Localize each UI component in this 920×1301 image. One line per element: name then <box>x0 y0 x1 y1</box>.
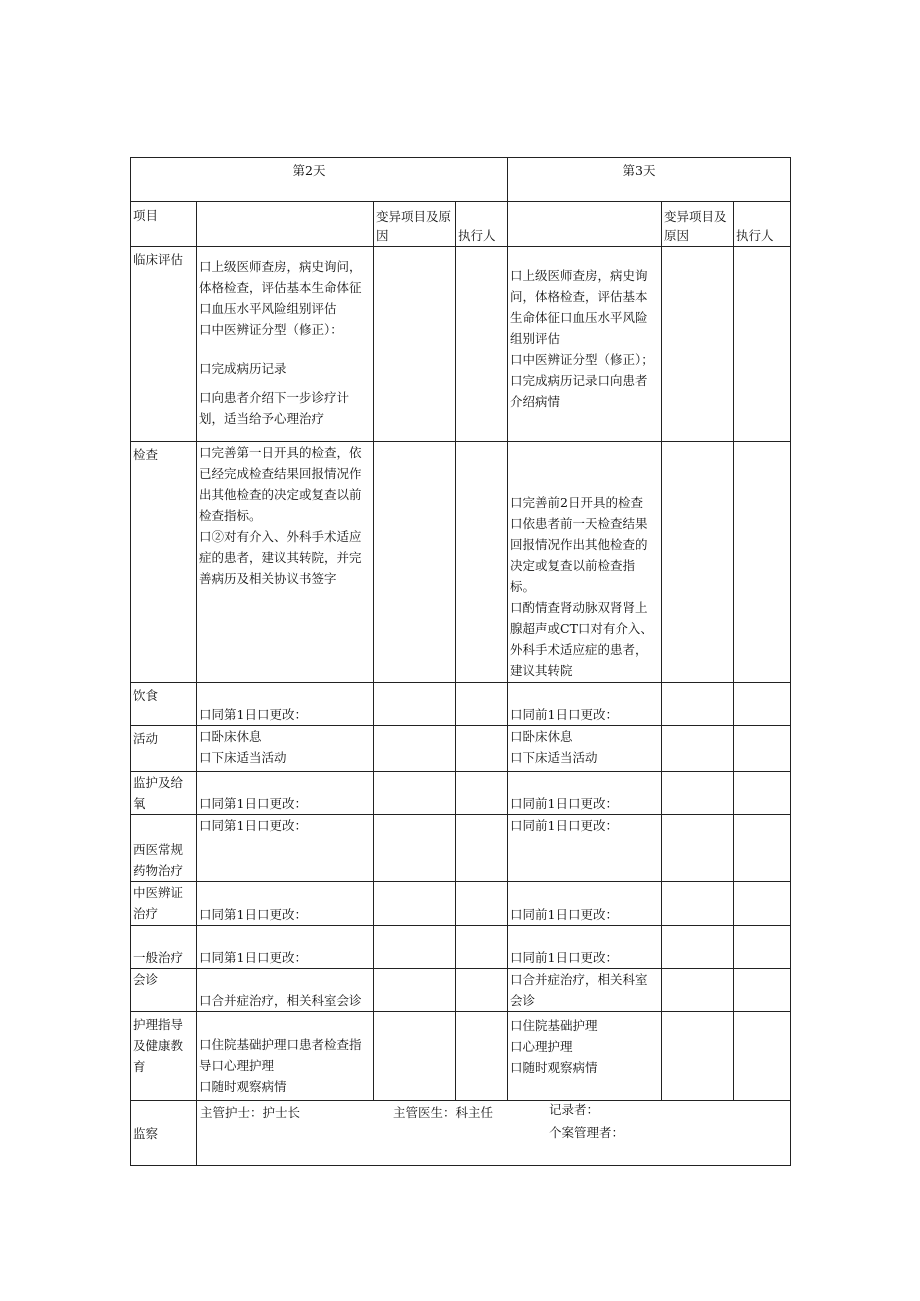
row-label: 监察 <box>131 1101 197 1166</box>
day3-executor <box>734 815 791 882</box>
row-label: 中医辨证治疗 <box>131 882 197 926</box>
signature-block <box>197 1101 790 1165</box>
day3-content: 口合并症治疗，相关科室会诊 <box>508 969 662 1012</box>
day3-executor <box>734 969 791 1012</box>
row-label: 活动 <box>131 726 197 772</box>
day3-variance <box>662 1012 734 1101</box>
table-row-tcm-treatment <box>131 882 791 926</box>
day2-variance <box>374 969 456 1012</box>
day2-content: 口同第1日口更改： <box>197 926 374 969</box>
day3-variance <box>662 772 734 815</box>
day3-content <box>508 442 662 683</box>
day3-executor-header: 执行人 <box>734 202 791 247</box>
day3-executor <box>734 726 791 772</box>
day2-content <box>197 247 374 442</box>
list-item: 口住院基础护理 <box>510 1018 598 1033</box>
list-item: 口中医辨证分型（修正）： <box>199 322 343 337</box>
row-label: 护理指导及健康教育 <box>131 1012 197 1101</box>
list-item: 口卧床休息 <box>510 729 573 744</box>
pathway-table <box>130 157 791 1166</box>
day2-variance <box>374 882 456 926</box>
list-item: 口住院基础护理口患者检查指导口心理护理 <box>199 1037 362 1073</box>
day3-content: 口同前1日口更改： <box>508 772 662 815</box>
day3-variance <box>662 815 734 882</box>
day3-variance <box>662 726 734 772</box>
day2-content: 口同第1日口更改： <box>197 683 374 726</box>
day2-variance-header: 变异项目及原因 <box>374 202 456 247</box>
day2-executor <box>456 882 508 926</box>
day2-content <box>197 442 374 683</box>
day2-executor <box>456 247 508 442</box>
list-item: 口②对有介入、外科手术适应症的患者，建议其转院，并完善病历及相关协议书签字 <box>199 529 362 586</box>
list-item: 口心理护理 <box>510 1039 573 1054</box>
day3-content: 口同前1日口更改： <box>508 926 662 969</box>
day2-executor <box>456 772 508 815</box>
list-item: 口完善前2日开具的检查 <box>510 495 643 510</box>
list-item: 口酌情查肾动脉双肾肾上腺超声或CT口对有介入、外科手术适应症的患者，建议其转院 <box>510 600 653 678</box>
day3-executor <box>734 683 791 726</box>
day2-executor <box>456 926 508 969</box>
day2-variance <box>374 772 456 815</box>
day2-executor <box>456 969 508 1012</box>
list-item: 口中医辨证分型（修正）； <box>510 352 654 367</box>
day2-content: 口同第1日口更改： <box>197 772 374 815</box>
day2-header: 第2天 <box>131 158 508 202</box>
day3-variance <box>662 442 734 683</box>
day2-content-header <box>197 202 374 247</box>
day2-content <box>197 726 374 772</box>
list-item: 口下床适当活动 <box>510 750 598 765</box>
day2-variance <box>374 683 456 726</box>
day3-content <box>508 247 662 442</box>
day3-content: 口同前1日口更改： <box>508 683 662 726</box>
day2-executor <box>456 726 508 772</box>
row-label: 西医常规药物治疗 <box>131 815 197 882</box>
row-label: 会诊 <box>131 969 197 1012</box>
case-manager: 个案管理者： <box>549 1125 625 1140</box>
table-row-western-medication <box>131 815 791 882</box>
day2-executor <box>456 442 508 683</box>
list-item: 口卧床休息 <box>199 729 262 744</box>
recorder: 记录者： <box>549 1102 600 1117</box>
day2-executor <box>456 683 508 726</box>
day2-variance <box>374 1012 456 1101</box>
table-row-examination <box>131 442 791 683</box>
day3-variance-header: 变异项目及原因 <box>662 202 734 247</box>
day3-content <box>508 1012 662 1101</box>
table-row-nursing-guidance <box>131 1012 791 1101</box>
day3-variance <box>662 247 734 442</box>
list-item: 口上级医师查房，病史询问，体格检查，评估基本生命体征口血压水平风险组别评估 <box>510 268 648 346</box>
row-label: 检查 <box>131 442 197 683</box>
day3-content-header <box>508 202 662 247</box>
list-item: 口完成病历记录 <box>199 361 287 376</box>
day2-content <box>197 1012 374 1101</box>
day3-executor <box>734 772 791 815</box>
list-item: 口血压水平风险组别评估 <box>199 301 337 316</box>
monitor-signatures <box>197 1101 791 1166</box>
item-header: 项目 <box>131 202 197 247</box>
day3-variance <box>662 683 734 726</box>
day3-executor <box>734 926 791 969</box>
day-header-row <box>131 158 791 202</box>
list-item: 口下床适当活动 <box>199 750 287 765</box>
table-row-monitoring-oxygen <box>131 772 791 815</box>
day3-executor <box>734 442 791 683</box>
row-label: 临床评估 <box>131 247 197 442</box>
table-row-monitor <box>131 1101 791 1166</box>
list-item: 口完成病历记录口向患者介绍病情 <box>510 373 648 409</box>
column-header-row <box>131 202 791 247</box>
list-item: 口随时观察病情 <box>510 1060 598 1075</box>
day2-variance <box>374 726 456 772</box>
list-item: 口依患者前一天检查结果回报情况作出其他检查的决定或复查以前检查指标。 <box>510 516 648 594</box>
day3-executor <box>734 247 791 442</box>
day3-content: 口同前1日口更改： <box>508 882 662 926</box>
doctor-in-charge: 主管医生：科主任 <box>393 1105 494 1120</box>
clinical-pathway-form <box>130 157 790 1166</box>
list-item: 口完善第一日开具的检查，依已经完成检查结果回报情况作出其他检查的决定或复查以前检查指标。 <box>199 445 362 523</box>
table-row-consultation <box>131 969 791 1012</box>
table-row-clinical-assessment <box>131 247 791 442</box>
day3-executor <box>734 882 791 926</box>
nurse-in-charge: 主管护士：护士长 <box>200 1105 301 1120</box>
day2-content: 口同第1日口更改： <box>197 882 374 926</box>
list-item: 口上级医师查房，病史询问，体格检查，评估基本生命体征 <box>199 259 362 295</box>
day2-variance <box>374 815 456 882</box>
day3-executor <box>734 1012 791 1101</box>
day2-executor-header: 执行人 <box>456 202 508 247</box>
day3-variance <box>662 882 734 926</box>
day2-executor <box>456 815 508 882</box>
day3-variance <box>662 969 734 1012</box>
day3-content <box>508 726 662 772</box>
row-label: 饮食 <box>131 683 197 726</box>
table-row-activity <box>131 726 791 772</box>
table-row-diet <box>131 683 791 726</box>
row-label: 一般治疗 <box>131 926 197 969</box>
day2-executor <box>456 1012 508 1101</box>
spacer <box>199 340 371 358</box>
spacer <box>199 379 371 387</box>
day2-variance <box>374 247 456 442</box>
list-item: 口随时观察病情 <box>199 1079 287 1094</box>
day2-content: 口同第1日口更改： <box>197 815 374 882</box>
list-item: 口向患者介绍下一步诊疗计划，适当给予心理治疗 <box>199 390 350 426</box>
day2-variance <box>374 442 456 683</box>
day2-content: 口合并症治疗，相关科室会诊 <box>197 969 374 1012</box>
day3-variance <box>662 926 734 969</box>
row-label: 监护及给氧 <box>131 772 197 815</box>
table-row-general-treatment <box>131 926 791 969</box>
day2-variance <box>374 926 456 969</box>
day3-content: 口同前1日口更改： <box>508 815 662 882</box>
day3-header: 第3天 <box>508 158 791 202</box>
